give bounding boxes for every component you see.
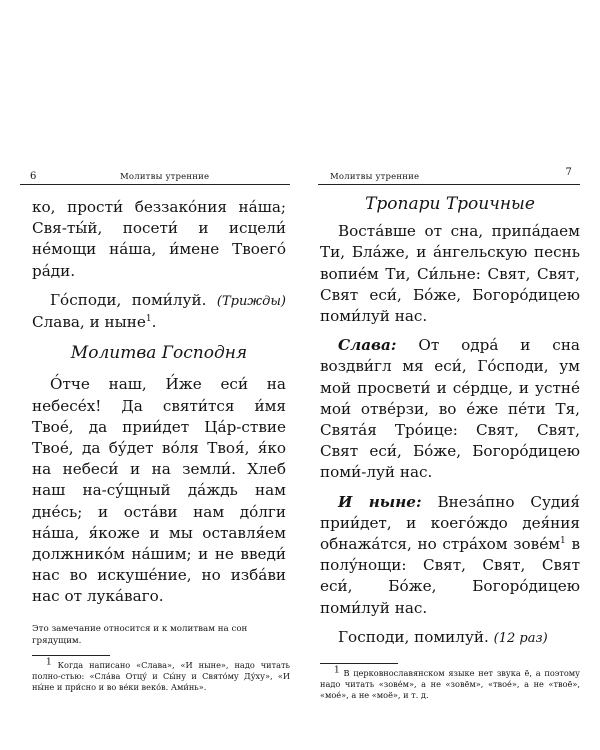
lead-i-nyne: И ныне: (338, 492, 422, 511)
left-paragraph-2-text: Го́споди, поми́луй. (50, 290, 217, 309)
left-running-head (20, 168, 290, 185)
left-footnote-text: Когда написано «Слава», «И ныне», надо читать полно-стью: «Сла́ва Отцу́ и Сы́ну и Свято́му Ду́ху», «И ны́не и при́сно и во ве́ки веко́в. Ами́нь». (32, 659, 290, 693)
left-page-body (20, 185, 290, 608)
right-page-body (318, 185, 580, 649)
left-page-number: 6 (30, 171, 37, 182)
right-paragraph-4 (320, 627, 580, 649)
right-footnote-text: В церковнославянском языке нет звука ё, а поэтому надо читать «зове́м», а не «зовём», «твое́», а не «твоё», «мое́», а не «моё», и т. д. (320, 668, 580, 701)
footnote-number: 1 (334, 665, 340, 676)
footnote-marker: 1 (560, 535, 566, 546)
right-running-title: Молитвы утренние (330, 172, 420, 182)
right-paragraph-2 (320, 335, 580, 483)
left-paragraph-2 (32, 290, 286, 333)
rubric-12-raz: (12 раз) (493, 630, 548, 646)
right-paragraph-1: Воста́вше от сна, припа́даем Ти, Бла́же, и а́нгельскую песнь вопие́м Ти, Си́льне: Свят, Свят, Свят еси́, Бо́же, Богоро́дицею поми́луй нас. (320, 222, 580, 326)
lead-slava: Слава: (338, 336, 397, 355)
right-paragraph-3-b: в полу́нощи: Свят, Свят, Свят еси́, Бо́же, Богоро́дицею поми́луй нас. (320, 535, 580, 617)
heading-lords-prayer: Молитва Господня (70, 343, 248, 364)
right-page (318, 168, 580, 702)
side-remark: Это замечание относится и к молитвам на сон грядущим. (32, 623, 248, 646)
footnote-marker: 1 (145, 313, 152, 324)
footnote-rule (32, 655, 110, 656)
right-paragraph-2-text: От одра́ и сна воздви́гл мя еси́, Го́споди, ум мой просвети́ и се́рдце, и устне́ мои́ отве́рзи, во е́же пе́ти Тя, Свята́я Тро́ице: Свят, Свят, Свят еси́, Бо́же, Богоро́дицею поми́-луй нас. (320, 336, 580, 482)
footnote-rule (320, 663, 398, 664)
footnote-number: 1 (46, 656, 52, 667)
lords-prayer-text: О́тче наш, И́же еси́ на небесе́х! Да святи́тся и́мя Твое́, да прии́дет Ца́р-ствие Твое́, да бу́дет во́ля Твоя́, я́ко на небеси́ и на земли́. Хлеб наш на-су́щный да́ждь нам дне́сь; и оста́ви нам до́лги на́ша, я́коже и мы оставля́ем должнико́м на́шим; и не введи́ нас во искуше́ние, но изба́ви нас от лука́ваго. (32, 375, 286, 606)
left-running-title: Молитвы утренние (120, 172, 210, 182)
left-paragraph-2-end: Слава, и ныне (32, 313, 146, 332)
heading-troparia: Тропари Троичные (365, 194, 535, 214)
right-running-head (318, 168, 580, 185)
left-page (20, 168, 290, 693)
right-paragraph-4-text: Господи, помилуй. (338, 627, 494, 646)
right-paragraph-3 (320, 492, 580, 619)
right-paragraph-3-a: Внеза́пно Судия́ прии́дет, и коего́ждо дея́ния обнажа́тся, но стра́хом зове́м (320, 492, 580, 554)
right-page-number: 7 (565, 167, 572, 178)
rubric-trizhdy: (Трижды) (216, 293, 286, 309)
left-paragraph-2-after: . (151, 313, 157, 332)
left-paragraph-1: ко, прости́ беззако́ния на́ша; Свя-ты́й, посети́ и исцели́ не́мощи на́ша, и́мене Твоего́ ра́ди. (32, 198, 286, 280)
right-footnote (320, 665, 580, 702)
left-footnote (32, 656, 290, 694)
